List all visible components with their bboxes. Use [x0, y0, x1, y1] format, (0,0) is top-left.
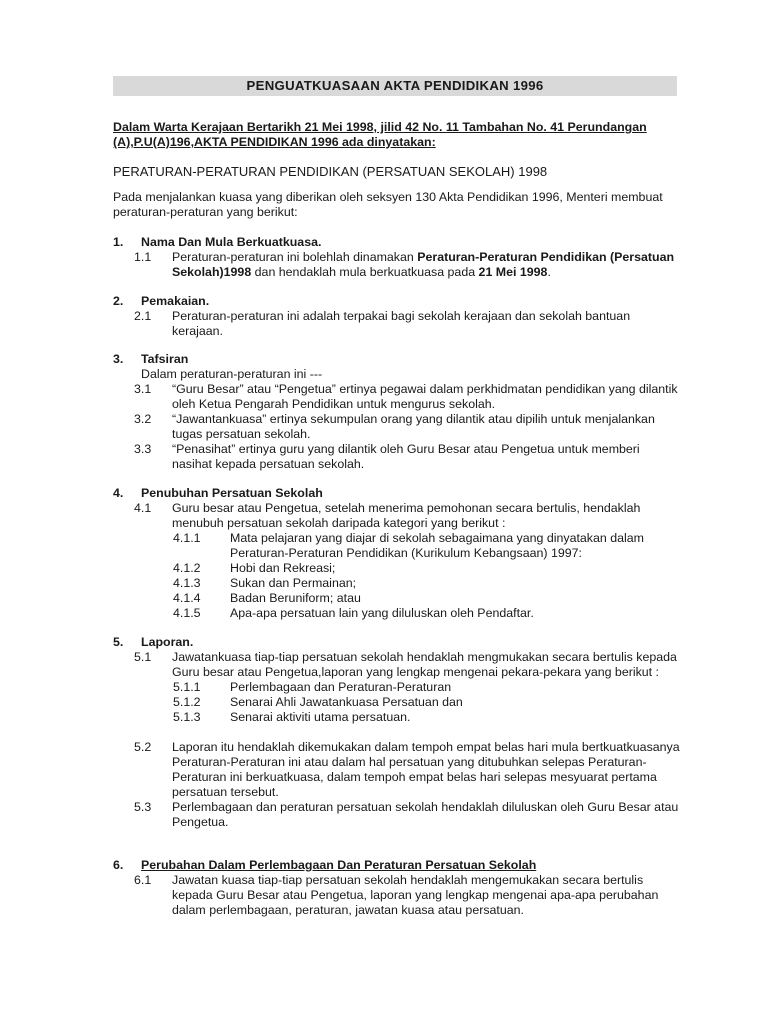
section-title: Laporan. — [141, 635, 194, 649]
clause-text: Guru besar atau Pengetua, setelah menerima pemohonan secara bertulis, hendaklah menubuh persatuan sekolah daripada kategori yang berikut : — [172, 501, 641, 530]
gazette-reference — [113, 120, 683, 150]
clause — [113, 412, 683, 442]
preamble: Pada menjalankan kuasa yang diberikan oleh seksyen 130 Akta Pendidikan 1996, Menteri membuat peraturan-peraturan yang berikut: — [113, 190, 663, 219]
section-title: Nama Dan Mula Berkuatkuasa. — [141, 235, 322, 249]
section-heading — [113, 235, 683, 250]
clause-text-part: . — [547, 265, 551, 279]
clause-text: Jawatan kuasa tiap-tiap persatuan sekolah hendaklah mengemukakan secara bertulis kepada Guru Besar atau Pengetua, laporan yang lengkap mengenai apa-apa perubahan dalam perlembagaan, peraturan, jawatan kuasa atau persatuan. — [172, 873, 659, 917]
clause-number: 4.1 — [134, 501, 152, 515]
clause-text: “Penasihat” ertinya guru yang dilantik oleh Guru Besar atau Pengetua untuk memberi nasihat kepada persatuan sekolah. — [172, 442, 640, 471]
section-heading — [113, 635, 683, 650]
subclause-number: 4.1.3 — [173, 576, 201, 590]
clause — [113, 250, 683, 280]
clause-number: 1.1 — [134, 250, 152, 264]
clause-text: Laporan itu hendaklah dikemukakan dalam tempoh empat belas hari mula bertkuatkuasanya Peraturan-Peraturan ini atau dalam hal persatuan yang ditubuhkan selepas Peraturan-Peraturan ini berkuatkuasa, dalam tempoh empat belas hari selepas mesyuarat pertama persatuan tersebut. — [172, 740, 680, 799]
clause-text — [172, 250, 683, 280]
subclause-number: 4.1.5 — [173, 606, 201, 620]
section-number: 6. — [113, 858, 124, 872]
subclause — [113, 561, 683, 576]
subclause-text: Mata pelajaran yang diajar di sekolah sebagaimana yang dinyatakan dalam Peraturan-Peraturan Pendidikan (Kurikulum Kebangsaan) 1997: — [230, 531, 644, 560]
clause-number: 3.2 — [134, 412, 152, 426]
subclause — [113, 606, 683, 621]
clause-text-part: dan hendaklah mula berkuatkuasa pada — [251, 265, 479, 279]
section-5 — [113, 635, 683, 830]
clause — [113, 382, 683, 412]
clause-number: 5.2 — [134, 740, 152, 754]
subclause — [113, 680, 683, 695]
spacer — [113, 725, 683, 740]
section-2 — [113, 294, 683, 339]
subclause — [113, 710, 683, 725]
section-intro: Dalam peraturan-peraturan ini --- — [141, 367, 323, 381]
subclause-number: 5.1.3 — [173, 710, 201, 724]
clause — [113, 501, 683, 531]
clause-number: 6.1 — [134, 873, 152, 887]
section-number: 1. — [113, 235, 124, 249]
subclause — [113, 531, 683, 561]
subclause-text: Sukan dan Permainan; — [230, 576, 357, 590]
subclause — [113, 695, 683, 710]
clause — [113, 309, 683, 339]
section-number: 4. — [113, 486, 124, 500]
section-number: 3. — [113, 352, 124, 366]
section-6 — [113, 858, 683, 918]
clause-text: “Guru Besar” atau “Pengetua” ertinya pegawai dalam perkhidmatan pendidikan yang dilantik oleh Ketua Pengarah Pendidikan untuk mengurus sekolah. — [172, 382, 678, 411]
section-3 — [113, 352, 683, 472]
clause-text: Perlembagaan dan peraturan persatuan sekolah hendaklah diluluskan oleh Guru Besar atau Pengetua. — [172, 800, 679, 829]
regulation-name: Peraturan-Peraturan Pendidikan (Persatuan Sekolah)1998 — [172, 250, 675, 279]
clause-text: Peraturan-peraturan ini adalah terpakai bagi sekolah kerajaan dan sekolah bantuan kerajaan. — [172, 309, 631, 338]
clause-text-part: Peraturan-peraturan ini bolehlah dinamakan — [172, 250, 418, 264]
subclause-number: 5.1.1 — [173, 680, 201, 694]
regulation-title: PERATURAN-PERATURAN PENDIDIKAN (PERSATUAN SEKOLAH) 1998 — [113, 164, 548, 179]
clause — [113, 650, 683, 680]
clause-number: 3.3 — [134, 442, 152, 456]
clause-text: “Jawantankuasa” ertinya sekumpulan orang yang dilantik atau dipilih untuk menjalankan tugas persatuan sekolah. — [172, 412, 655, 441]
clause-number: 5.3 — [134, 800, 152, 814]
section-title: Penubuhan Persatuan Sekolah — [141, 486, 323, 500]
clause-text: Jawatankuasa tiap-tiap persatuan sekolah hendaklah mengmukakan secara bertulis kepada Guru besar atau Pengetua,laporan yang lengkap mengenai pekara-pekara yang berikut : — [172, 650, 677, 679]
gazette-text: Dalam Warta Kerajaan Bertarikh 21 Mei 1998, jilid 42 No. 11 Tambahan No. 41 Perundangan (A),P.U(A)196,AKTA PENDIDIKAN 1996 ada dinyatakan — [113, 120, 647, 149]
section-heading — [113, 486, 683, 501]
section-title: Tafsiran — [141, 352, 189, 366]
subclause-text: Badan Beruniform; atau — [230, 591, 361, 605]
section-heading — [113, 294, 683, 309]
section-title: Perubahan Dalam Perlembagaan Dan Peraturan Persatuan Sekolah — [141, 858, 537, 872]
section-4 — [113, 486, 683, 621]
subclause-number: 4.1.1 — [173, 531, 201, 545]
subclause-text: Senarai aktiviti utama persatuan. — [230, 710, 411, 724]
effective-date: 21 Mei 1998 — [478, 265, 548, 279]
subclause-number: 4.1.2 — [173, 561, 201, 575]
subclause-number: 4.1.4 — [173, 591, 201, 605]
subclause — [113, 591, 683, 606]
document-title: PENGUATKUASAAN AKTA PENDIDIKAN 1996 — [113, 76, 677, 96]
clause — [113, 873, 683, 918]
section-heading — [113, 858, 683, 873]
section-1 — [113, 235, 683, 280]
subclause-text: Perlembagaan dan Peraturan-Peraturan — [230, 680, 452, 694]
section-number: 2. — [113, 294, 124, 308]
gazette-colon: : — [431, 135, 436, 149]
clause-number: 2.1 — [134, 309, 152, 323]
subclause-text: Apa-apa persatuan lain yang diluluskan oleh Pendaftar. — [230, 606, 534, 620]
section-title: Pemakaian. — [141, 294, 210, 308]
subclause-number: 5.1.2 — [173, 695, 201, 709]
clause-number: 3.1 — [134, 382, 152, 396]
clause — [113, 800, 683, 830]
subclause — [113, 576, 683, 591]
clause — [113, 442, 683, 472]
subclause-text: Senarai Ahli Jawatankuasa Persatuan dan — [230, 695, 463, 709]
subclause-text: Hobi dan Rekreasi; — [230, 561, 336, 575]
section-number: 5. — [113, 635, 124, 649]
clause — [113, 740, 683, 800]
clause-number: 5.1 — [134, 650, 152, 664]
section-heading — [113, 352, 683, 367]
